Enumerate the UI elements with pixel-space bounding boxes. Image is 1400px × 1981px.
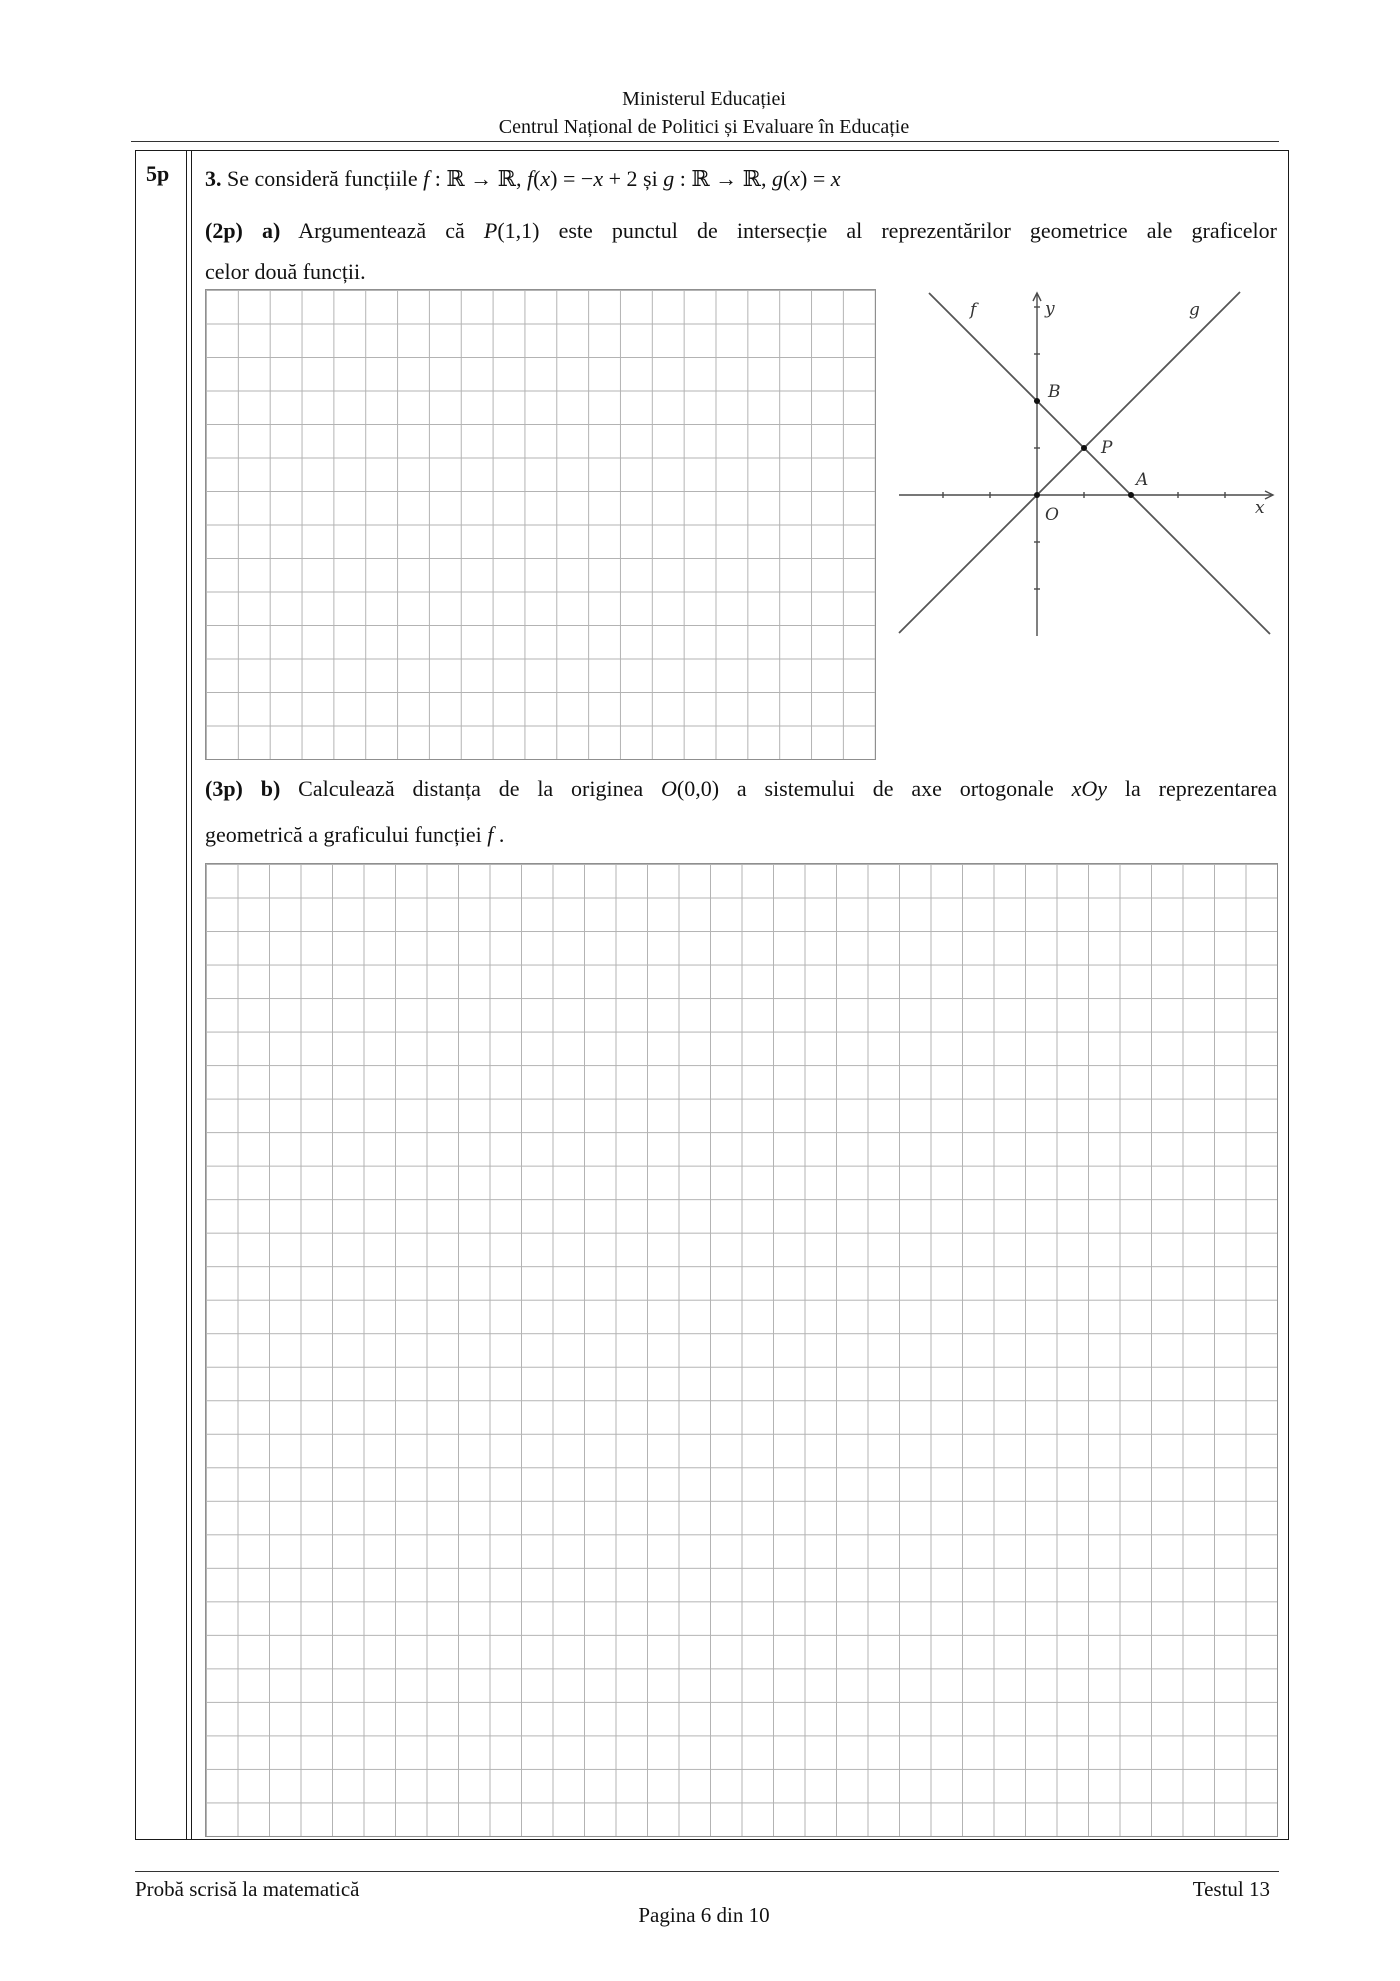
label-g: g <box>1189 300 1200 320</box>
institution-title: Centrul Național de Politici și Evaluare în Educație <box>498 116 910 138</box>
part-b-text-3: la reprezentarea <box>1124 776 1278 801</box>
points-column-divider <box>186 150 192 1840</box>
part-a-line-1 <box>205 210 1277 251</box>
label-o: O <box>1045 505 1059 525</box>
footer-test-number: Testul 13 <box>1192 1877 1270 1901</box>
part-b-line-2 <box>205 812 1277 858</box>
label-a: A <box>1136 470 1149 490</box>
conjunction: și <box>643 166 658 191</box>
part-b-points: (3p) <box>205 776 243 801</box>
part-a-text-line-1: este punctul de intersecție al reprezentărilor geometrice ale graficelor <box>558 218 1277 243</box>
part-a-points: (2p) <box>205 218 243 243</box>
label-p: P <box>1101 438 1113 458</box>
part-b-text-4: geometrică a graficului funcției <box>205 822 482 847</box>
axis-system-expression: xOy <box>1071 776 1108 801</box>
origin-expression: O(0,0) <box>660 776 720 801</box>
footer-rule <box>135 1871 1279 1872</box>
ministry-title: Ministerul Educației <box>622 88 786 110</box>
part-b-end: . <box>498 822 505 847</box>
point-b <box>1034 398 1040 404</box>
part-a-statement <box>205 210 1277 292</box>
graph-of-g-line <box>899 292 1240 633</box>
function-graph-figure <box>890 285 1280 645</box>
problem-intro: Se consideră funcțiile <box>227 166 418 191</box>
part-a-text-line-2: celor două funcții. <box>205 259 366 284</box>
point-o <box>1034 492 1040 498</box>
points-total: 5p <box>146 161 170 186</box>
answer-grid-b <box>205 863 1278 1837</box>
problem-number: 3. <box>205 166 222 191</box>
point-a <box>1128 492 1134 498</box>
point-p-expression: P(1,1) <box>483 218 540 243</box>
part-b-text-1: Calculează distanța de la originea <box>298 776 644 801</box>
footer-page-number: Pagina 6 din 10 <box>638 1903 770 1927</box>
problem-statement <box>205 164 1277 194</box>
label-x-axis: x <box>1255 498 1265 518</box>
label-b: B <box>1048 382 1061 402</box>
footer-subject: Probă scrisă la matematică <box>135 1877 360 1901</box>
header-rule <box>131 141 1279 142</box>
answer-grid-a <box>205 289 876 760</box>
label-y-axis: y <box>1045 299 1055 319</box>
part-b-line-1 <box>205 766 1277 812</box>
part-a-label: a) <box>262 218 281 243</box>
label-f: f <box>970 300 977 320</box>
function-name: f <box>487 822 494 847</box>
part-b-label: b) <box>260 776 281 801</box>
function-g-definition: g : ℝ → ℝ, g(x) = x <box>663 166 841 191</box>
part-a-text-before: Argumentează că <box>298 218 465 243</box>
part-b-statement <box>205 766 1277 858</box>
graph-of-f-line <box>929 293 1270 634</box>
part-b-text-2: a sistemului de axe ortogonale <box>736 776 1054 801</box>
point-p <box>1081 445 1087 451</box>
function-f-definition: f : ℝ → ℝ, f(x) = −x + 2 <box>423 166 638 191</box>
